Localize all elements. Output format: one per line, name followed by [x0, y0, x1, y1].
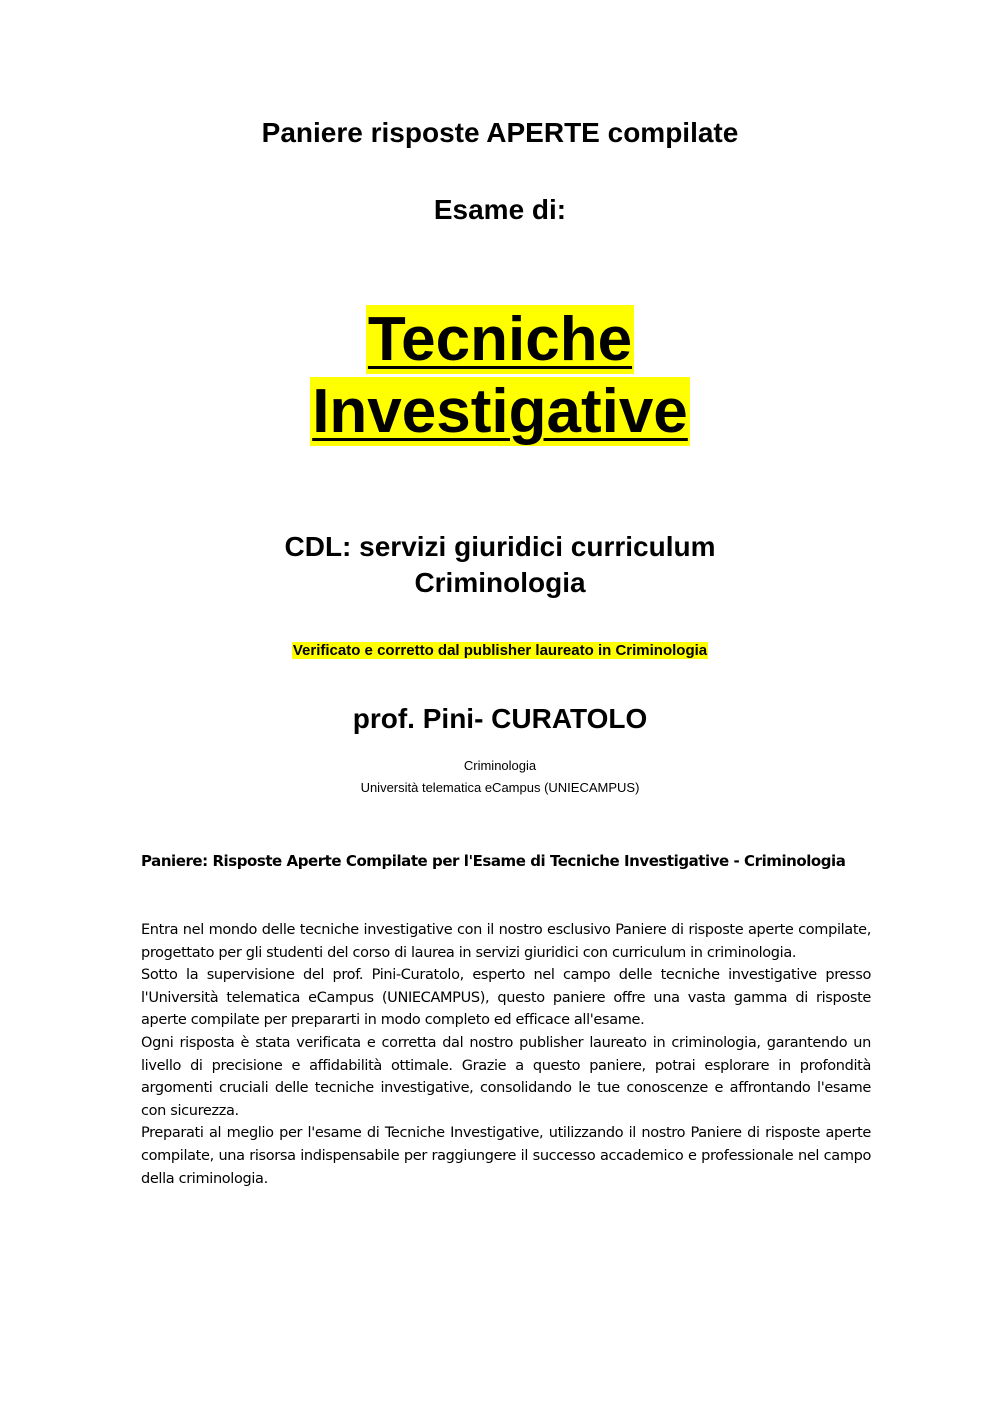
subject-title: [0, 304, 1000, 448]
description-body: [141, 919, 871, 1190]
subject-title-line-1: Tecniche: [367, 305, 633, 374]
degree-course: [0, 529, 1000, 601]
subject-title-line-2: Investigative: [312, 377, 688, 446]
professor-name: prof. Pini- CURATOLO: [352, 703, 648, 734]
verified-note: [0, 641, 1000, 661]
degree-course-line-2: Criminologia: [414, 567, 586, 598]
document-heading: Paniere risposte APERTE compilate: [261, 117, 739, 148]
degree-course-line-1: CDL: servizi giuridici curriculum: [284, 531, 716, 562]
description-title: Paniere: Risposte Aperte Compilate per l'Esame di Tecniche Investigative - Criminologia: [141, 852, 846, 870]
department-name: Criminologia: [463, 758, 537, 773]
description-paragraph: Sotto la supervisione del prof. Pini-Curatolo, esperto nel campo delle tecniche investigative presso l'Università telematica eCampus (UNIECAMPUS), questo paniere offre una vasta gamma di risposte aperte compilate per prepararti in modo completo ed efficace all'esame.: [141, 967, 871, 1029]
university-name: Università telematica eCampus (UNIECAMPUS): [360, 780, 640, 795]
exam-label: Esame di:: [433, 194, 567, 225]
description-paragraph: Preparati al meglio per l'esame di Tecniche Investigative, utilizzando il nostro Paniere di risposte aperte compilate, una risorsa indispensabile per raggiungere il successo accademico e professionale nel campo della criminologia.: [141, 1125, 871, 1187]
verified-note-text: Verificato e corretto dal publisher laureato in Criminologia: [292, 642, 708, 659]
description-paragraph: Ogni risposta è stata verificata e corretta dal nostro publisher laureato in criminologia, garantendo un livello di precisione e affidabilità ottimale. Grazie a questo paniere, potrai esplorare in profondità argomenti cruciali delle tecniche investigative, consolidando le tue conoscenze e affrontando l'esame con sicurezza.: [141, 1034, 871, 1119]
description-paragraph: Entra nel mondo delle tecniche investigative con il nostro esclusivo Paniere di risposte aperte compilate, progettato per gli studenti del corso di laurea in servizi giuridici con curriculum in criminologia.: [141, 922, 871, 961]
